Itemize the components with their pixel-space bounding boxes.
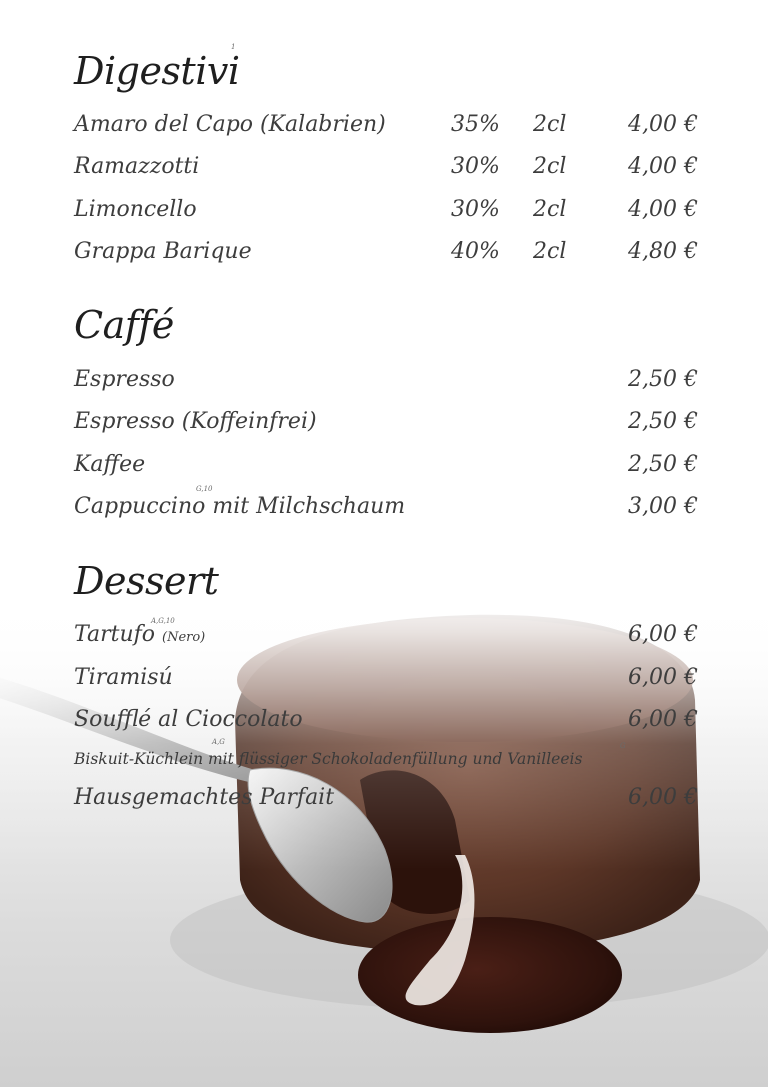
item-price: 2,50 € — [628, 367, 698, 392]
item-price: 6,00 € — [628, 665, 698, 690]
section-title-digestivi: Digestivi — [74, 49, 240, 93]
menu-item — [74, 365, 698, 395]
section-title-dessert: Dessert — [74, 559, 219, 603]
item-name: Cappuccino mit Milchschaum — [74, 494, 406, 519]
menu-item — [74, 152, 698, 182]
item-price: 6,00 € — [628, 707, 698, 732]
item-name: Soufflé al Cioccolato — [74, 707, 303, 732]
item-price: 4,00 € — [628, 154, 698, 179]
item-percent: 30% — [451, 154, 500, 179]
item-name-text: Tartufo — [74, 622, 155, 647]
item-volume: 2cl — [533, 239, 567, 264]
menu-item — [74, 705, 698, 735]
item-name: Tiramisú — [74, 665, 173, 690]
item-description — [74, 748, 582, 770]
item-volume: 2cl — [533, 154, 567, 179]
item-price: 6,00 € — [628, 622, 698, 647]
menu-item — [74, 783, 698, 813]
allergen-note: G — [620, 742, 626, 750]
item-name: Espresso (Koffeinfrei) — [74, 409, 317, 434]
item-volume: 2cl — [533, 197, 567, 222]
menu-item — [74, 407, 698, 437]
allergen-note: A,G,10 — [151, 617, 175, 625]
menu-item — [74, 237, 698, 267]
item-name: Amaro del Capo (Kalabrien) — [74, 112, 386, 137]
item-name: Limoncello — [74, 197, 197, 222]
item-price: 2,50 € — [628, 409, 698, 434]
item-name — [74, 617, 206, 653]
section-title-caffe: Caffé — [74, 303, 174, 347]
item-name: Ramazzotti — [74, 154, 200, 179]
description-text: Biskuit-Küchlein mit flüssiger Schokoladenfüllung und Vanilleeis — [74, 750, 583, 768]
item-price: 4,00 € — [628, 112, 698, 137]
item-percent: 40% — [451, 239, 500, 264]
item-percent: 30% — [451, 197, 500, 222]
item-price: 3,00 € — [628, 494, 698, 519]
footnote-digestivi: 1 — [231, 43, 236, 51]
item-price: 4,80 € — [628, 239, 698, 264]
item-name: Hausgemachtes Parfait — [74, 785, 335, 810]
allergen-note: G,10 — [196, 485, 213, 493]
menu-item — [74, 617, 698, 650]
item-extra: (Nero) — [162, 630, 206, 645]
item-name: Espresso — [74, 367, 175, 392]
item-name: Grappa Barique — [74, 239, 252, 264]
menu-item — [74, 485, 698, 522]
allergen-note: A,G — [212, 738, 225, 746]
item-name: Kaffee — [74, 452, 146, 477]
menu-item — [74, 110, 698, 140]
menu-item — [74, 450, 698, 480]
item-price: 6,00 € — [628, 785, 698, 810]
item-price: 4,00 € — [628, 197, 698, 222]
menu-item — [74, 663, 698, 693]
item-volume: 2cl — [533, 112, 567, 137]
menu-item — [74, 195, 698, 225]
item-percent: 35% — [451, 112, 500, 137]
item-price: 2,50 € — [628, 452, 698, 477]
